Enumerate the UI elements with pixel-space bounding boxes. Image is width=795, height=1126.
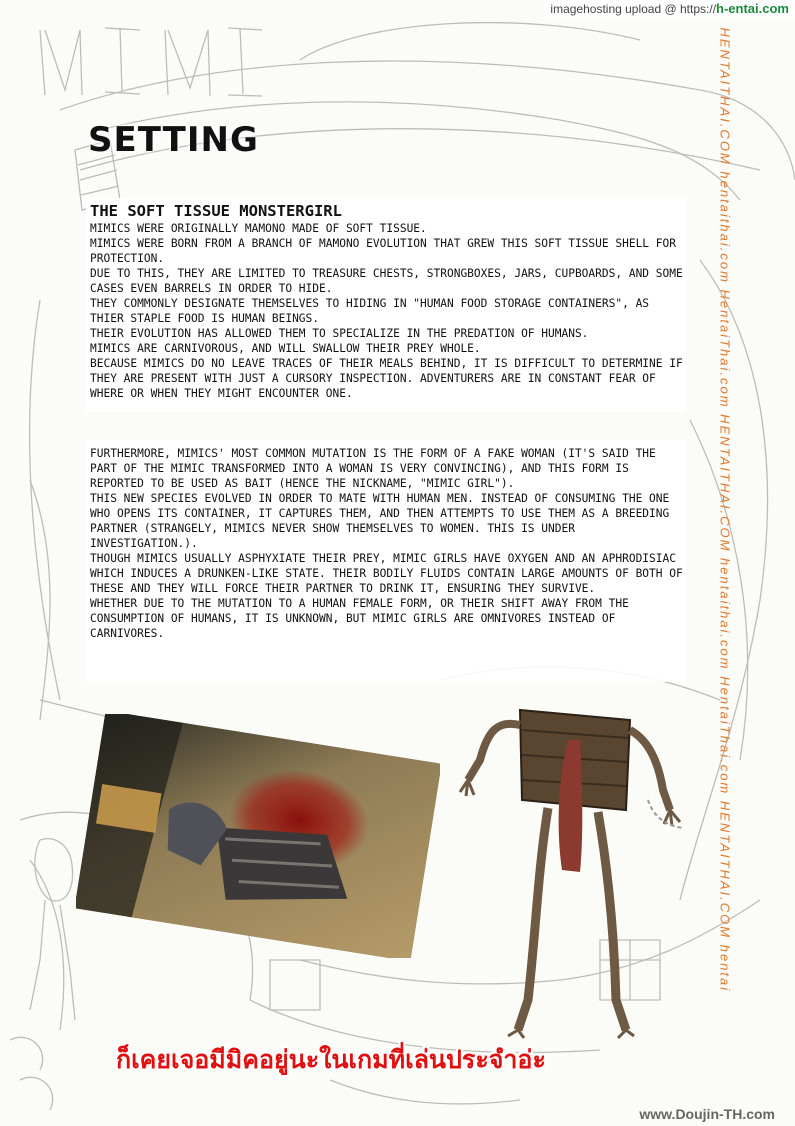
doujin-credit: www.Doujin-TH.com [639, 1106, 775, 1122]
page-heading: SETTING [88, 120, 259, 160]
side-watermark: HENTAITHAI.COM hentaithai.com HentaiThai.com HENTAITHAI.COM hentaithai.com HentaiThai.com HENTAITHAI.COM hentai [717, 27, 733, 993]
image-host-banner[interactable] [544, 0, 795, 18]
game-screenshot-chest [76, 714, 440, 958]
paragraph-origins: MIMICS WERE ORIGINALLY MAMONO MADE OF SOFT TISSUE. MIMICS WERE BORN FROM A BRANCH OF MAMONO EVOLUTION THAT GREW THIS SOFT TISSUE SHELL FOR PROTECTION. DUE TO THIS, THEY ARE LIMITED TO TREASURE CHESTS, STRONGBOXES, JARS, CUPBOARDS, AND SOME CASES EVEN BARRELS IN ORDER TO HIDE. THEY COMMONLY DESIGNATE THEMSELVES TO HIDING IN "HUMAN FOOD STORAGE CONTAINERS", AS THIER STAPLE FOOD IS HUMAN BEINGS. THEIR EVOLUTION HAS ALLOWED THEM TO SPECIALIZE IN THE PREDATION OF HUMANS. MIMICS ARE CARNIVOROUS, AND WILL SWALLOW THEIR PREY WHOLE. BECAUSE MIMICS DO NO LEAVE TRACES OF THEIR MEALS BEHIND, IT IS DIFFICULT TO DETERMINE IF THEY ARE PRESENT WITH JUST A CURSORY INSPECTION. ADVENTURERS ARE IN CONSTANT FEAR OF WHERE OR WHEN THEY MIGHT ENCOUNTER ONE. [90, 222, 683, 400]
paragraph-mimic-girl: FURTHERMORE, MIMICS' MOST COMMON MUTATION IS THE FORM OF A FAKE WOMAN (IT'S SAID THE PART OF THE MIMIC TRANSFORMED INTO A WOMAN IS VERY CONVINCING), AND THIS FORM IS REPORTED TO BE USED AS BAIT (HENCE THE NICKNAME, "MIMIC GIRL"). THIS NEW SPECIES EVOLVED IN ORDER TO MATE WITH HUMAN MEN. INSTEAD OF CONSUMING THE ONE WHO OPENS ITS CONTAINER, IT CAPTURES THEM, AND THEN ATTEMPTS TO USE THEM AS A BREEDING PARTNER (STRANGELY, MIMICS NEVER SHOW THEMSELVES TO WOMEN. THIS IS UNDER INVESTIGATION.). THOUGH MIMICS USUALLY ASPHYXIATE THEIR PREY, MIMIC GIRLS HAVE OXYGEN AND AN APHRODISIAC WHICH INDUCES A DRUNKEN-LIKE STATE. THEIR BODILY FLUIDS CONTAIN LARGE AMOUNTS OF BOTH OF THESE AND THEY WILL FORCE THEIR PARTNER TO DRINK IT, ENSURING THEY SURVIVE. WHETHER DUE TO THE MUTATION TO A HUMAN FEMALE FORM, OR THEIR SHIFT AWAY FROM THE CONSUMPTION OF HUMANS, IT IS UNKNOWN, BUT MIMIC GIRLS ARE OMNIVORES INSTEAD OF CARNIVORES. [90, 447, 683, 640]
thai-caption: ก็เคยเจอมีมิคอยู่นะในเกมที่เล่นประจำอ่ะ [116, 1045, 546, 1074]
mimic-creature-render [458, 700, 698, 1040]
banner-label: imagehosting upload @ https:// [550, 2, 717, 16]
banner-site-link[interactable]: h-entai.com [716, 1, 789, 16]
section-subtitle: THE SOFT TISSUE MONSTERGIRL [90, 202, 342, 220]
